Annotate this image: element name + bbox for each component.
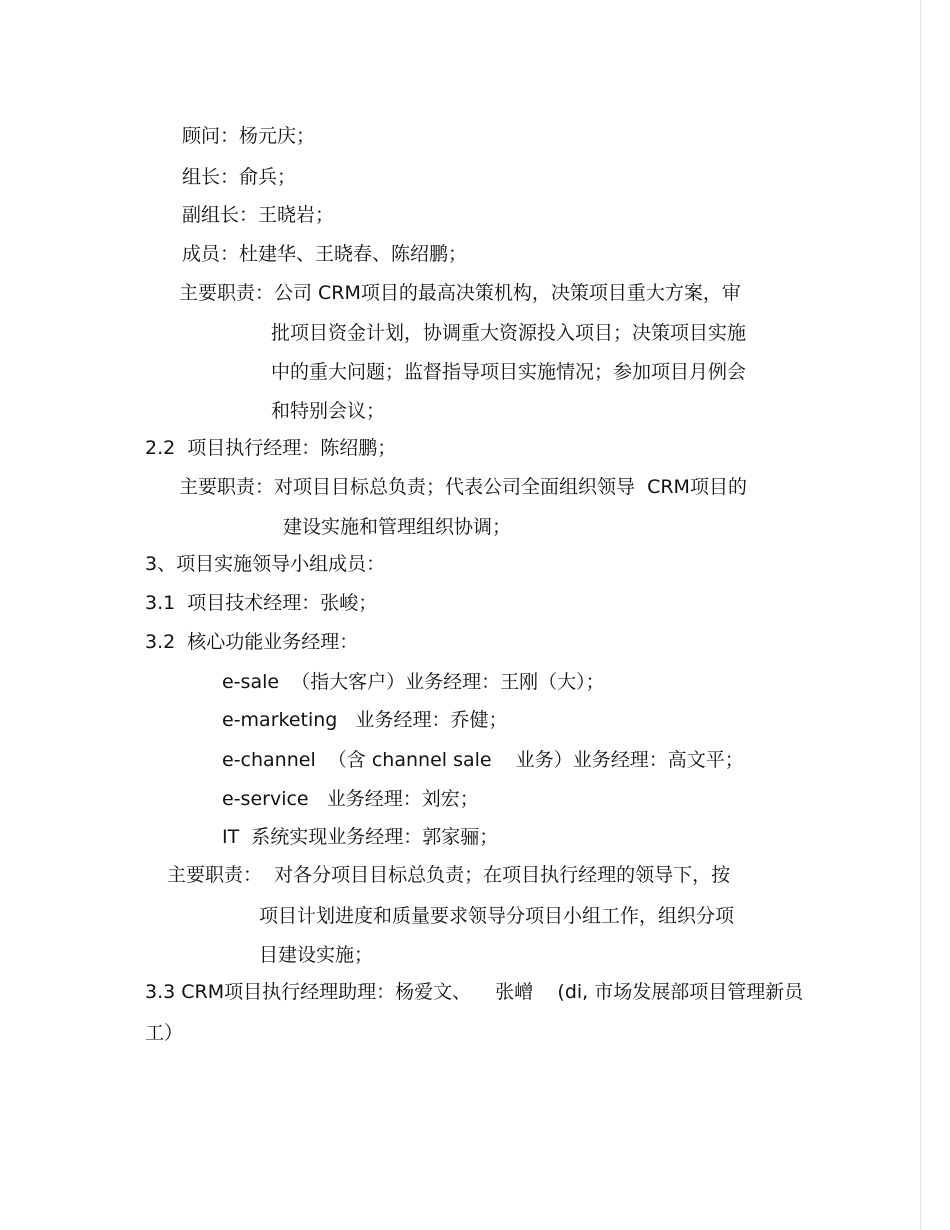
pm-duties-line-2: 建设实施和管理组织协调； bbox=[283, 516, 512, 538]
page-edge bbox=[920, 0, 921, 1230]
leader-line: 组长：俞兵； bbox=[182, 166, 297, 188]
e-marketing-line: e-marketing 业务经理：乔健； bbox=[222, 709, 508, 731]
duties-line-2: 批项目资金计划，协调重大资源投入项目；决策项目实施 bbox=[271, 322, 747, 344]
managers-duties-line-2: 项目计划进度和质量要求领导分项目小组工作，组织分项 bbox=[259, 905, 735, 927]
duties-line-3: 中的重大问题；监督指导项目实施情况；参加项目月例会 bbox=[271, 361, 747, 383]
e-channel-line: e-channel （含 channel sale 业务）业务经理：高文平； bbox=[222, 749, 744, 771]
e-service-line: e-service 业务经理：刘宏； bbox=[222, 788, 479, 810]
section-3-heading: 3、项目实施领导小组成员： bbox=[145, 553, 386, 575]
e-sale-line: e-sale （指大客户）业务经理：王刚（大）； bbox=[222, 671, 605, 693]
advisor-line: 顾问：杨元庆； bbox=[182, 125, 316, 147]
deputy-leader-line: 副组长：王晓岩； bbox=[182, 204, 335, 226]
section-3-3-line-1: 3.3 CRM项目执行经理助理：杨爱文、 张嶒 (di, 市场发展部项目管理新员 bbox=[145, 981, 804, 1003]
members-line: 成员：杜建华、王晓春、陈绍鹏； bbox=[182, 243, 468, 265]
section-3-3-line-2: 工） bbox=[145, 1022, 184, 1044]
managers-duties-line-3: 目建设实施； bbox=[259, 944, 374, 966]
pm-duties-line-1: 主要职责：对项目目标总负责；代表公司全面组织领导 CRM项目的 bbox=[179, 476, 747, 498]
section-3-1-heading: 3.1 项目技术经理：张峻； bbox=[145, 592, 378, 614]
it-line: IT 系统实现业务经理：郭家骊； bbox=[222, 826, 499, 848]
section-2-2-heading: 2.2 项目执行经理：陈绍鹏； bbox=[145, 437, 397, 459]
section-3-2-heading: 3.2 核心功能业务经理： bbox=[145, 631, 359, 653]
duties-line-1: 主要职责：公司 CRM项目的最高决策机构，决策项目重大方案，审 bbox=[179, 282, 741, 304]
managers-duties-line-1: 主要职责： 对各分项目目标总负责；在项目执行经理的领导下，按 bbox=[167, 864, 731, 886]
duties-line-4: 和特别会议； bbox=[271, 400, 386, 422]
